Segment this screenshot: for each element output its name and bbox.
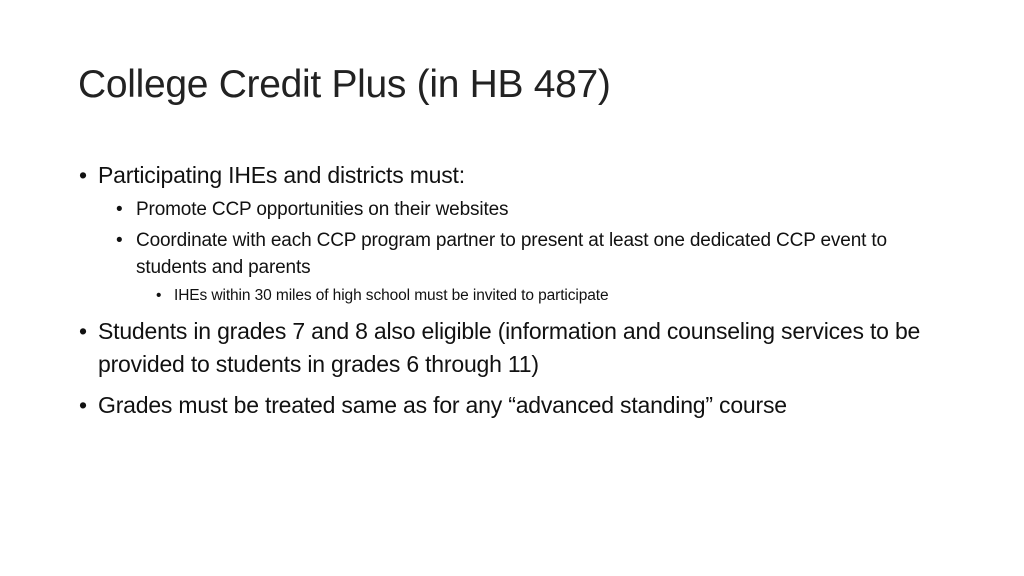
bullet-icon: •: [79, 162, 87, 188]
bullet-icon: •: [156, 287, 162, 304]
bullet-item-level-2: [116, 196, 958, 223]
bullet-text: Participating IHEs and districts must:: [98, 162, 465, 188]
bullet-text: Students in grades 7 and 8 also eligible (information and counseling services to be provided to students in grades 6 through 11): [98, 318, 921, 377]
bullet-icon: •: [79, 318, 87, 344]
bullet-item-level-1: [78, 389, 958, 422]
bullet-item-level-1: [78, 159, 958, 192]
bullet-text: Grades must be treated same as for any “advanced standing” course: [98, 392, 787, 418]
bullet-list: [78, 155, 958, 422]
bullet-item-level-1: [78, 315, 958, 381]
bullet-text: Promote CCP opportunities on their websites: [136, 199, 509, 220]
bullet-text: Coordinate with each CCP program partner to present at least one dedicated CCP event to students and parents: [136, 230, 887, 278]
slide-title: College Credit Plus (in HB 487): [78, 63, 611, 106]
bullet-item-level-2: [116, 227, 958, 281]
bullet-item-level-3: [156, 285, 958, 307]
bullet-text: IHEs within 30 miles of high school must be invited to participate: [174, 287, 609, 304]
bullet-icon: •: [79, 392, 87, 418]
bullet-icon: •: [116, 199, 123, 220]
bullet-icon: •: [116, 230, 123, 251]
